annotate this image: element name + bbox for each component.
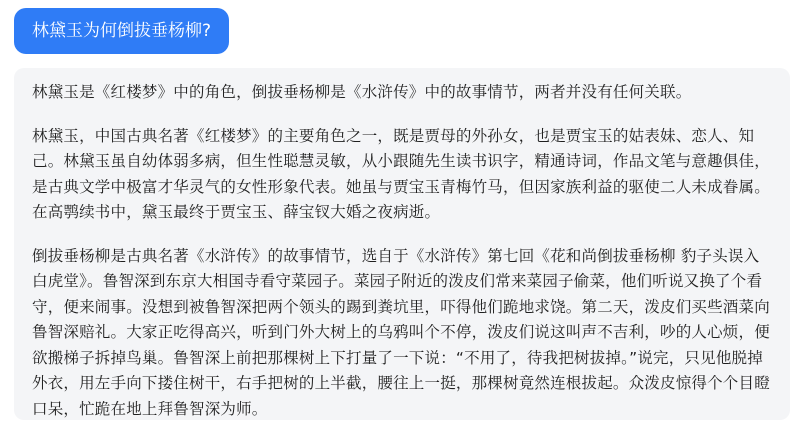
answer-paragraph-willow-story: 倒拔垂杨柳是古典名著《水浒传》的故事情节，选自于《水浒传》第七回《花和尚倒拔垂杨柳 豹子头误入白虎堂》。鲁智深到东京大相国寺看守菜园子。菜园子附近的泼皮们常来菜园子偷菜，他们听说又换了个看守，便来闹事。没想到被鲁智深把两个领头的踢到粪坑里，吓得他们跪地求饶。第二天，泼皮们买些酒菜向鲁智深赔礼。大家正吃得高兴，听到门外大树上的乌鸦叫个不停，泼皮们说这叫声不吉利，吵的人心烦，便欲搬梯子拆掉鸟巢。鲁智深上前把那棵树上下打量了一下说：“不用了，待我把树拔掉。”说完，只见他脱掉外衣，用左手向下搂住树干，右手把树的上半截，腰往上一挺，那棵树竟然连根拔起。众泼皮惊得个个目瞪口呆，忙跪在地上拜鲁智深为师。 <box>32 246 770 418</box>
user-question-bubble: 林黛玉为何倒拔垂杨柳? <box>14 8 229 54</box>
answer-paragraph-lin-daiyu: 林黛玉，中国古典名著《红楼梦》的主要角色之一，既是贾母的外孙女，也是贾宝玉的姑表妹、恋人、知己。林黛玉虽自幼体弱多病，但生性聪慧灵敏，从小跟随先生读书识字，精通诗词，作品文笔与意趣俱佳，是古典文学中极富才华灵气的女性形象代表。她虽与贾宝玉青梅竹马，但因家族利益的驱使二人未成眷属。在高鹗续书中，黛玉最终于贾宝玉、薛宝钗大婚之夜病逝。 <box>32 126 770 221</box>
assistant-answer-card <box>14 68 790 420</box>
answer-paragraph-summary: 林黛玉是《红楼梦》中的角色，倒拔垂杨柳是《水浒传》中的故事情节，两者并没有任何关联。 <box>32 83 692 101</box>
